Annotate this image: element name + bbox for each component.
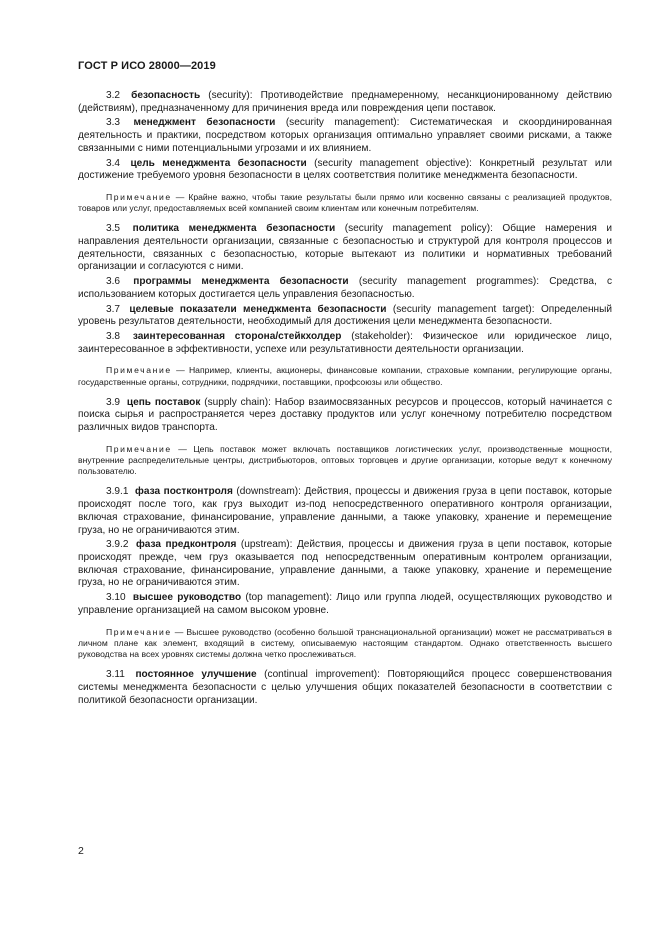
entry-3-10: 3.10 высшее руководство (top management): Лицо или группа людей, осуществляющих руководство и управление организацией на самом высоком уровне.	[78, 592, 612, 616]
entry-3-3: 3.3 менеджмент безопасности (security management): Систематическая и скоординированная деятельность и практики, посредством которых организация оптимально управляет своими рисками, а также связанными с ними потенциальными угрозами и их влиянием.	[78, 117, 612, 154]
page-number: 2	[78, 845, 84, 857]
note-3-10: Примечание — Высшее руководство (особенно большой транснациональной организации) может не рассматриваться в личном плане как элемент, входящий в систему, описываемую настоящим стандартом. Однако ответственность высшего руководства на всех уровнях системы должна четко прослеживаться.	[78, 626, 612, 659]
note-3-8: Примечание — Например, клиенты, акционеры, финансовые компании, страховые компании, регулирующие органы, государственные органы, сотрудники, подрядчики, поставщики, профсоюзы или общество.	[78, 365, 612, 387]
note-label: Примечание	[106, 443, 172, 454]
note-label: Примечание	[106, 191, 172, 202]
term: цель менеджмента безопасности	[130, 157, 307, 169]
entry-3-8: 3.8 заинтересованная сторона/стейкхолдер (stakeholder): Физическое или юридическое лицо, заинтересованное в эффективности, успехе или результативности деятельности организации.	[78, 330, 612, 355]
term: высшее руководство	[132, 592, 242, 604]
document-body	[78, 90, 612, 709]
entry-3-5: 3.5 политика менеджмента безопасности (security management policy): Общие намерения и направления деятельности организации, связанные с безопасностью и структурой для контроля процессов и деятельности, связанных с безопасностью, которые вытекают из политики и нормативных требований организации и согласуются с ними.	[78, 223, 612, 273]
note-label: Примечание	[106, 626, 172, 637]
term: постоянное улучшение	[135, 669, 257, 681]
term: менеджмент безопасности	[133, 117, 276, 129]
term: фаза постконтроля	[135, 486, 233, 498]
note-label: Примечание	[106, 365, 172, 376]
term: целевые показатели менеджмента безопасности	[129, 303, 387, 315]
entry-3-4: 3.4 цель менеджмента безопасности (security management objective): Конкретный результат или достижение требуемого уровня безопасности в целях соответствия политике менеджмента безопасности.	[78, 157, 612, 182]
page-header: ГОСТ Р ИСО 28000—2019	[78, 60, 216, 72]
term: фаза предконтроля	[135, 539, 237, 551]
entry-3-9: 3.9 цепь поставок (supply chain): Набор взаимосвязанных ресурсов и процессов, который начинается с поиска сырья и распространяется через доставку продуктов или услуг конечному потребителю посредством различных видов транспорта.	[78, 396, 612, 434]
entry-3-6: 3.6 программы менеджмента безопасности (security management programmes): Средства, с использованием которых достигается цель управления безопасностью.	[78, 276, 612, 300]
term: безопасность	[131, 90, 201, 101]
note-3-4: Примечание — Крайне важно, чтобы такие результаты были прямо или косвенно связаны с реализацией продуктов, товаров или услуг, предоставляемых всей компанией своим клиентам или конечным потребителям.	[78, 191, 612, 214]
note-3-9: Примечание — Цепь поставок может включать поставщиков логистических услуг, производственные мощности, внутренние распределительные центры, дистрибьюторов, оптовых торговцев и другие организации, которые ведут к конечному пользователю.	[78, 443, 612, 477]
entry-3-11: 3.11 постоянное улучшение (continual improvement): Повторяющийся процесс совершенствования системы менеджмента безопасности с целью улучшения общих показателей безопасности в соответствии с политикой безопасности организации.	[78, 669, 613, 706]
term: заинтересованная сторона/стейкхолдер	[132, 330, 342, 342]
term: программы менеджмента безопасности	[133, 276, 349, 288]
entry-3-2: 3.2 безопасность (security): Противодействие преднамеренному, несанкционированному действию (действиям), предназначенному для причинения вреда или повреждения цепи поставок.	[78, 90, 612, 114]
term: цепь поставок	[126, 396, 201, 408]
term: политика менеджмента безопасности	[132, 223, 336, 235]
entry-3-9-1: 3.9.1 фаза постконтроля (downstream): Действия, процессы и движения груза в цепи поставок, которые происходят после того, как груз выходит из-под непосредственного оперативного контроля организации, включая страхование, финансирование, управление данными, а также упаковку, хранение и перемещение груза, но не ограничиваются этим.	[78, 486, 612, 536]
entry-3-7: 3.7 целевые показатели менеджмента безопасности (security management target): Определенный уровень результатов деятельности, необходимый для достижения цели менеджмента безопасности.	[78, 303, 612, 328]
entry-3-9-2: 3.9.2 фаза предконтроля (upstream): Действия, процессы и движения груза в цепи поставок, которые происходят прежде, чем груз оказывается под непосредственным оперативным контролем организации, включая страхование, финансирование, управление данными, а также упаковку, хранение и перемещение груза, но не ограничиваются этим.	[78, 539, 612, 589]
